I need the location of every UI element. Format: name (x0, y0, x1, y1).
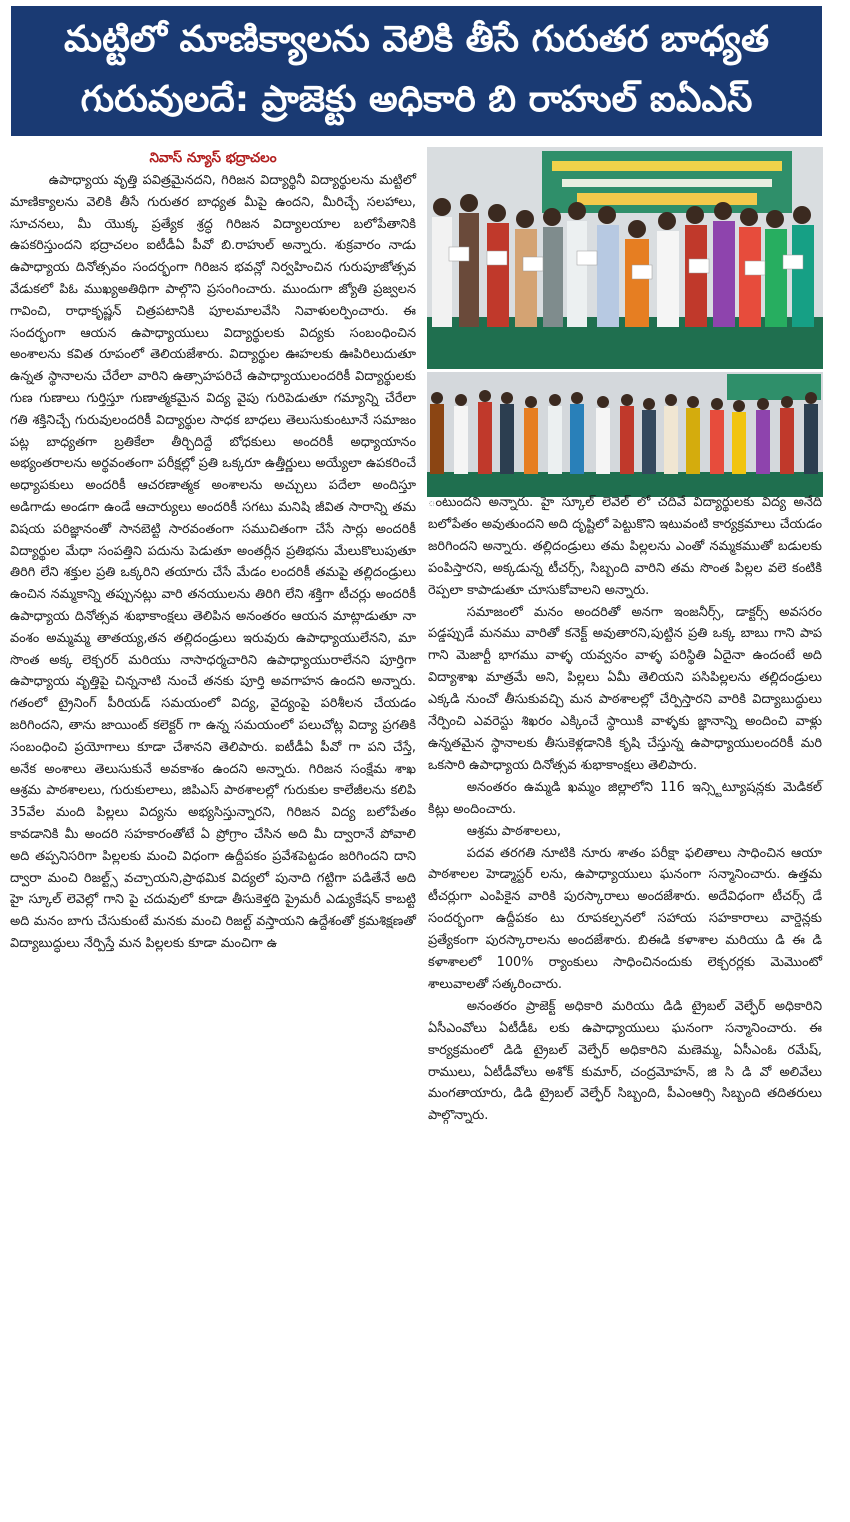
group-photo-icon (427, 372, 823, 497)
right-paragraph-2: సమాజంలో మనం అందరితో అనగా ఇంజనీర్స్, డాక్టర్స్ అవసరం పడ్డప్పుడే మనము వారితో కనెక్ట్ అవుతారని,పుట్టిన ప్రతి ఒక్క బాబు గాని పాప గాని మెజార్టీ భాగము వాళ్ళ యవ్వనం వాళ్ళ పరిస్థితి ఏదైనా ఉందంటే అది విద్యాశాఖ మాత్రమే అని, పిల్లలు ఏమీ తెలియని పసిపిల్లలను తల్లిదండ్రులు ఎక్కడి నుంచో తీసుకువచ్చి మన పాఠశాలల్లో చేర్పిస్తారని వారికి విద్యాబుద్ధులు నేర్పించి ఎవరెస్టు శిఖరం ఎక్కించే స్థాయికి వాళ్ళకు జ్ఞానాన్ని అందించి వాళ్లు ఉన్నతమైన స్థానాలకు తీసుకెళ్లడానికి కృషి చేస్తున్న ఉపాధ్యాయులందరికీ మరి ఒకసారి ఉపాధ్యాయ దినోత్సవ శుభాకాంక్షలు తెలిపారు. (428, 604, 822, 773)
right-paragraph-4: ఆశ్రమ పాఠశాలలు, (466, 823, 561, 839)
right-column (428, 492, 822, 1127)
left-column-text: ఉపాధ్యాయ వృత్తి పవిత్రమైనదని, గిరిజన విద్యార్థినీ విద్యార్థులను మట్టిలో మాణిక్యాలను వెలికి తీసే గురుతర బాధ్యత మీపై ఉందని, మీరిచ్చే సలహాలు, సూచనలు, మీ యొక్క ప్రత్యేక శ్రద్ధ గిరిజన విద్యాలయాల బలోపేతానికి ఉపకరిస్తుందని భద్రాచలం ఐటీడీఏ పీవో బి.రాహుల్ అన్నారు. శుక్రవారం నాడు ఉపాధ్యాయ దినోత్సవం సందర్భంగా గిరిజన భవన్లో నిర్వహించిన గురుపూజోత్సవ వేడుకలో పిఓ ముఖ్యఅతిథిగా పాల్గొని ప్రసంగించారు. ముందుగా జ్యోతి ప్రజ్వలన గావించి, రాధాకృష్ణన్ చిత్రపటానికి పూలమాలవేసి నివాళులర్పించారు. ఈ సందర్భంగా ఆయన ఉపాధ్యాయులు విద్యార్థులకు విద్యకు సంబంధించిన అంశాలను కవిత రూపంలో తెలియజేశారు. విద్యార్థుల ఊహలకు ఊపిరిలుదుతూ ఉన్నత స్థానాలను చేరేలా వారిని ఉత్సాహపరిచే ఉపాధ్యాయులందరికీ విద్యార్థులకు గుణ గుణాలు గుర్తిస్తూ గుణాత్మకమైన విద్య వైపు గురిపెడుతూ గమ్యాన్ని చేరేలా గతి శక్తినిచ్చే గురువులందరికీ విద్యార్థుల సాధక బాధలు తెలుసుకుంటూనే సమాజం పట్ల బాధ్యతగా బ్రతికేలా తీర్చిదిద్దే బోధకులు అందరికీ అధ్యాయానం అభ్యంతరాలను అర్థవంతంగా పరీక్షల్లో ప్రతి ఒక్కరూ ఉత్తీర్ణులు అయ్యేలా ఉపకరించే అధ్యాపకులు అందరికీ ఆచరణాత్మక అంశాలను అచ్చులు పదేలా అందిస్తూ అడిగాడు అండగా ఉండే ఆచార్యులు అందరికీ సగటు మనిషి జీవిత సారాన్ని తమ విషయ పరిజ్ఞానంతో సానబెట్టి సారవంతంగా సముచితంగా చేసే సార్లు అందరికీ విద్యార్థుల మేధా సంపత్తిని పదును పెడుతూ అంతర్లీన ప్రతిభను మేలుకొలుపుతూ తిరిగి లేని శక్తుల ప్రతి ఒక్కరిని తయారు చేసే మేడం లందరికీ తమపై తల్లిదండ్రులు ఉంచిన నమ్మకాన్ని తప్పునట్లు వారి తనయులను తిరిగి లేని శక్తిగా టీచర్లు అందరికీ ఉపాధ్యాయ దినోత్సవ శుభాకాంక్షలు తెలిపిన అనంతరం ఆయన మాట్లాడుతూ నా వంశం అమ్మమ్మ తాతయ్య,తన తల్లిదండ్రులు ఇరువురు ఉపాధ్యాయులేనని, మా సొంత అక్క లెక్చరర్ మరియు నాసాధర్మచారిని ఉపాధ్యాయురాలేనని పూర్తిగా ఉపాధ్యాయ వృత్తిపై చిన్ననాటి నుంచే తనకు పూర్తి అవగాహన ఉందని అన్నారు. గతంలో ట్రైనింగ్ పీరియడ్ సమయంలో విద్య, వైద్యంపై పరిశీలన చేయడం జరిగిందని, తాను జాయింట్ కలెక్టర్ గా ఉన్న సమయంలో పలుచోట్ల విద్యా ప్రగతికి సంబంధించి ప్రయోగాలు కూడా చేశానని తెలిపారు. ఐటీడీఏ పీవో గా పని చేస్తే, అనేక అంశాలు తెలుసుకునే అవకాశం ఉందని అన్నారు. గిరిజన సంక్షేమ శాఖ ఆశ్రమ పాఠశాలలు, గురుకులాలు, జిపిఎస్ పాఠశాలల్లో గురుకుల కాలేజీలను కలిపి 35వేల మంది పిల్లలు విద్యను అభ్యసిస్తున్నారని, గిరిజన విద్య బలోపేతం కావడానికి మీ అందరి సహకారంతోటే ఏ ప్రోగ్రాం చేసిన అది మీ ద్వారానే పోవాలి అది తప్పనిసరిగా పిల్లలకు మంచి విధంగా ఉద్దీపకం ప్రవేశపెట్టడం జరిగిందని దాని ద్వారా మంచి రిజల్ట్స్ వచ్చాయని,ప్రాథమిక విద్యలో పునాది గట్టిగా పడితేనే అది హై స్కూల్ లెవెల్లో గాని పై చదువులో కూడా తీసుకెళ్తది ప్రైమరీ ఎడ్యుకేషన్ కాబట్టి అది మనం బాగు చేసుకుంటే మనకు మంచి రిజల్ట్ వస్తాయని ఉద్దేశంతో క్రమశిక్షణతో విద్యాబుద్ధులు నేర్పిస్తే మన పిల్లలకు కూడా మంచిగా ఉ (10, 173, 416, 951)
photo-block (427, 147, 823, 497)
headline-line-1: మట్టిలో మాణిక్యాలను వెలికి తీసే గురుతర బాధ్యత (64, 19, 769, 60)
right-paragraph-5: పదవ తరగతి నూటికి నూరు శాతం పరీక్షా ఫలితాలు సాధించిన ఆయా పాఠశాలల హెడ్మాస్టర్ లను, ఉపాధ్యాయులు ఘనంగా సన్మానించారు. ఉత్తమ టీచర్లుగా ఎంపికైన వారికి పురస్కారాలు అందజేశారు. అదేవిధంగా టీచర్స్ డే సందర్భంగా ఉద్దీపకం టు రూపకల్పనలో సహాయ సహకారాలు వార్డెన్లకు ప్రత్యేకంగా పురస్కారాలను అందజేశారు. బిఈడి కళాశాల మరియు డి ఈ డి కళాశాలలో 100% ర్యాంకులు సాధించినందుకు లెక్చరర్లకు మెమొంటో శాలువాలతో సత్కరించారు. (428, 845, 822, 992)
group-photo-bottom (427, 372, 823, 497)
byline: నివాస్ న్యూస్ భద్రాచలం (149, 150, 277, 166)
group-photo-icon (427, 147, 823, 369)
right-paragraph-3: అనంతరం ఉమ్మడి ఖమ్మం జిల్లాలోని 116 ఇన్స్టిట్యూషన్లకు మెడికల్ కిట్లు అందించారు. (428, 779, 822, 817)
group-photo-top (427, 147, 823, 369)
left-column (10, 148, 416, 955)
right-paragraph-1: ంటుందని అన్నారు. హై స్కూల్ లెవెల్ లో చదివే విద్యార్థులకు విద్య అనేది బలోపేతం అవుతుందని అది దృష్టిలో పెట్టుకొని ఇటువంటి కార్యక్రమాలు చేయడం జరిగిందని అన్నారు. తల్లిదండ్రులు తమ పిల్లలను ఎంతో నమ్మకముతో బడులకు పంపిస్తారని, అక్కడున్న టీచర్స్, సిబ్బంది వారిని తమ సొంత పిల్లల వలె కంటికి రెప్పలా కాపాడుతూ చూసుకోవాలని అన్నారు. (428, 495, 822, 598)
headline-banner (11, 6, 822, 136)
right-paragraph-6: అనంతరం ప్రాజెక్ట్ అధికారి మరియు డిడి ట్రైబల్ వెల్ఫేర్ అధికారిని ఏసీఎంవోలు ఏటీడీఓ లకు ఉపాధ్యాయులు ఘనంగా సన్మానించారు. ఈ కార్యక్రమంలో డిడి ట్రైబల్ వెల్ఫేర్ అధికారిని మణెమ్మ, ఏసీఎంఓ రమేష్, రాములు, ఏటీడీవోలు అశోక్ కుమార్, చంద్రమోహన్, జి సి డి వో అలివేలు మంగతాయారు, డిడి ట్రైబల్ వెల్ఫేర్ సిబ్బంది, పీఎంఆర్సి సిబ్బంది తదితరులు పాల్గొన్నారు. (428, 998, 822, 1124)
headline-line-2: గురువులదే: ప్రాజెక్టు అధికారి బి రాహుల్ ఐఏఎస్ (80, 79, 753, 120)
